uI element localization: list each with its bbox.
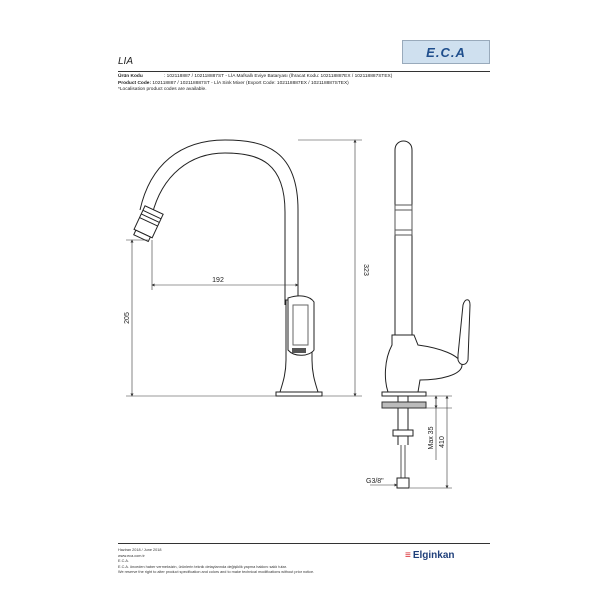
footer-divider — [118, 543, 490, 544]
series-title: LIA — [118, 56, 134, 67]
footer-notice-tr: E.C.A. önceden haber vermeksizin, ürünlerin teknik detaylarında değişiklik yapma hakkını saklı tutar. — [118, 564, 287, 569]
side-body — [385, 335, 462, 392]
elginkan-brand — [405, 550, 455, 561]
footer-date: Haziran 2018 / June 2018 — [118, 548, 162, 552]
dim-hose-length: 410 — [439, 436, 446, 448]
dim-spout-height: 205 — [124, 312, 131, 324]
dim-reach: 192 — [212, 277, 224, 284]
side-base — [382, 392, 426, 396]
dim-deck-max: Max 35 — [428, 426, 435, 450]
aerator — [132, 206, 163, 243]
hose-connector — [397, 478, 409, 488]
side-lever — [458, 300, 470, 365]
front-view-faucet — [132, 140, 322, 396]
footer-website[interactable]: www.eca.com.tr — [118, 553, 145, 558]
dim-total-height: 323 — [362, 264, 369, 276]
front-base — [276, 392, 322, 396]
deck-plate — [382, 402, 426, 408]
dim-thread: G3/8" — [366, 478, 384, 485]
footer-notice-en: We reserve the right to alter product specification and colors and to make technical modifications without prior notice. — [118, 570, 315, 575]
logo-text: E.C.A — [426, 44, 466, 60]
footer-company: E.C.A. — [118, 559, 129, 564]
elginkan-logo-icon: ≡ — [405, 550, 411, 561]
front-dimensions — [126, 140, 362, 396]
flex-hose — [401, 445, 405, 478]
product-code-tr: Ürün Kodu : 102118887 / 102118887ST - LİA Mafsallı Eviye Bataryası (İhracat Kodu: 102118887EX / 102118887STEX) — [118, 74, 393, 79]
localisation-note: *Localisation product codes are available. — [118, 87, 207, 93]
side-view-faucet — [382, 141, 470, 488]
mounting-shank — [398, 408, 408, 445]
brand-name: Elginkan — [412, 550, 455, 561]
product-code-en: Product Code: 102118887 / 102118887ST - LİA Sink Mixer (Export Code: 102118887EX / 102118887STEX) — [118, 80, 349, 86]
side-spout — [395, 141, 412, 335]
footer-text — [118, 548, 314, 576]
